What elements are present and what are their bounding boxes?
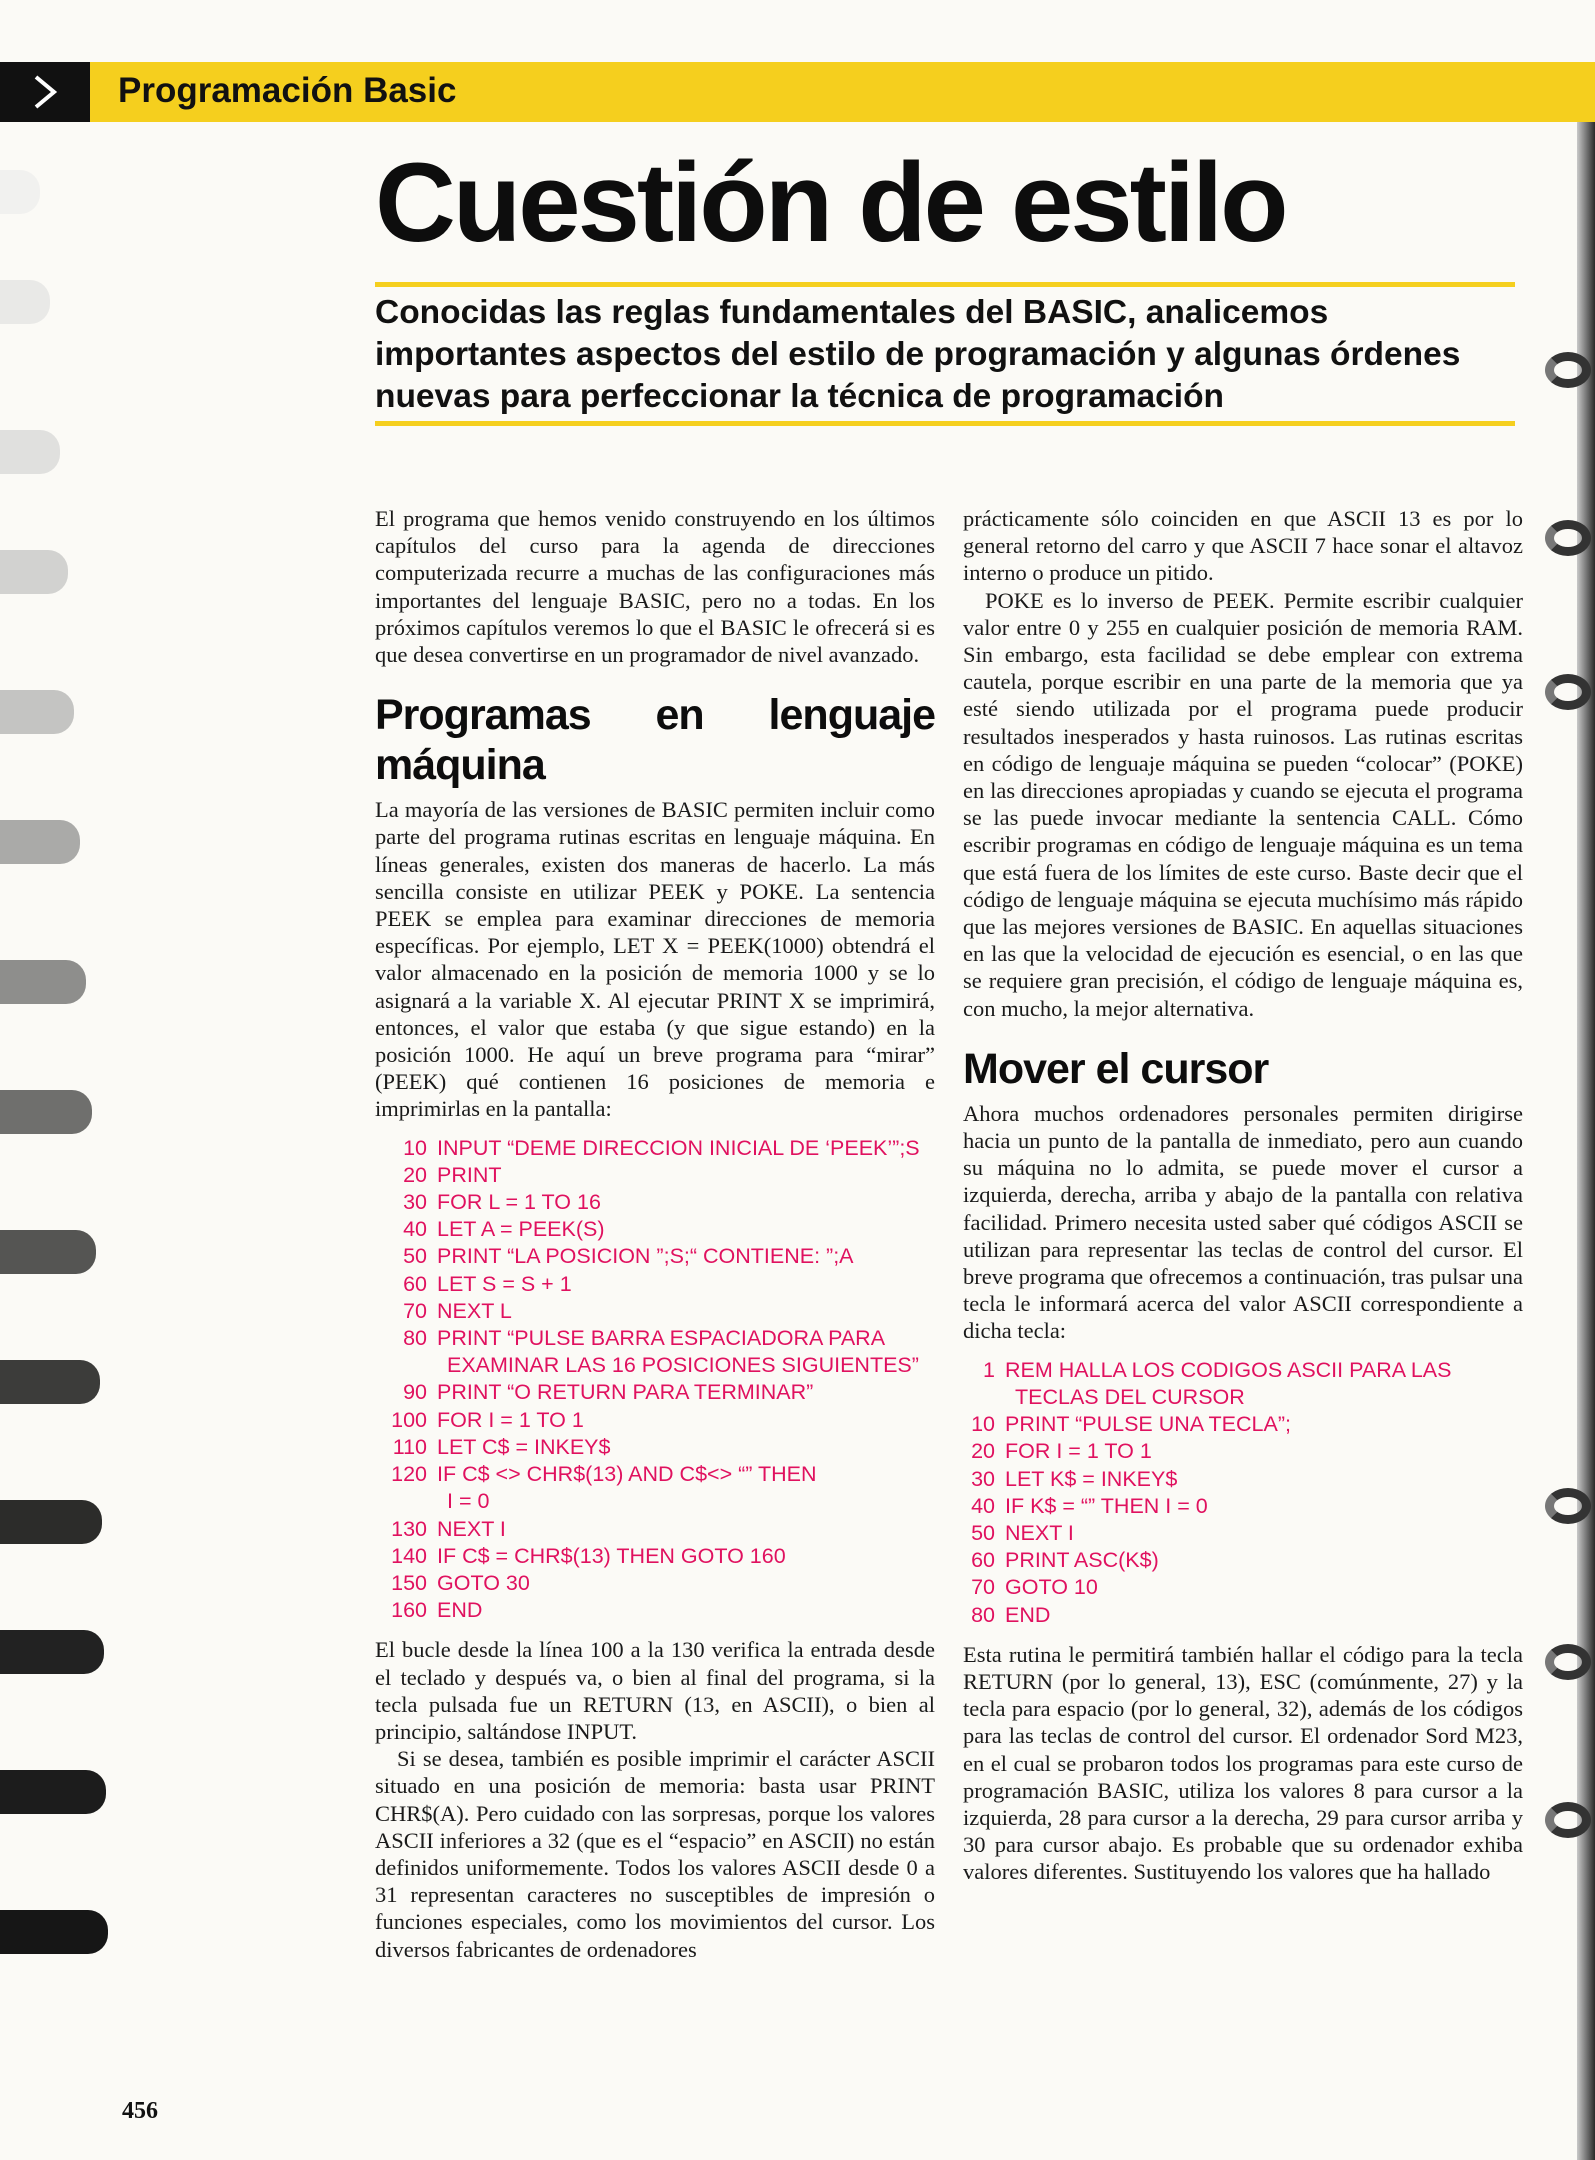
tab-divider	[0, 170, 40, 214]
code-text: IF K$ = “” THEN I = 0	[1005, 1493, 1208, 1518]
code-text: FOR I = 1 TO 1	[1005, 1439, 1152, 1464]
code-line	[963, 1438, 1523, 1465]
binder-ring	[1545, 674, 1591, 710]
section-label: Programación Basic	[118, 71, 457, 110]
code-text: NEXT L	[437, 1298, 512, 1323]
line-number: 30	[403, 1190, 427, 1215]
line-number: 100	[391, 1407, 427, 1432]
tab-divider	[0, 550, 68, 594]
line-number: 150	[391, 1570, 427, 1595]
line-number: 70	[971, 1575, 995, 1600]
code-line	[375, 1407, 935, 1434]
code-text: PRINT ASC(K$)	[1005, 1548, 1159, 1573]
code-text: PRINT	[437, 1162, 502, 1187]
code-line	[375, 1379, 935, 1406]
code-text: REM HALLA LOS CODIGOS ASCII PARA LAS	[1005, 1357, 1452, 1382]
code-line	[963, 1520, 1523, 1547]
line-number: 20	[403, 1162, 427, 1187]
line-number: 160	[391, 1598, 427, 1623]
code-text: NEXT I	[1005, 1520, 1074, 1545]
lede	[375, 292, 1525, 418]
lede-part2: , analicemos importantes aspectos del estilo de programación y algunas órdenes nuevas para perfeccionar la técnica de programación	[375, 294, 1461, 415]
line-number: 10	[971, 1412, 995, 1437]
code-text: END	[437, 1598, 483, 1623]
line-number: 40	[403, 1217, 427, 1242]
line-number: 10	[403, 1135, 427, 1160]
body-paragraph: La mayoría de las versiones de BASIC permiten incluir como parte del programa rutinas escritas en lenguaje máquina. En líneas generales, existen dos maneras de hacerlo. La más sencilla consiste en utilizar PEEK y POKE. La sentencia PEEK se emplea para examinar direcciones de memoria específicas. Por ejemplo, LET X = PEEK(1000) obtendrá el valor almacenado en la posición de memoria 1000 y se lo asignará a la variable X. Al ejecutar PRINT X se imprimirá, entonces, el valor que estaba (y que sigue estando) en la posición 1000. He aquí un breve programa para “mirar” (PEEK) qué contienen 16 posiciones de memoria e imprimirlas en la pantalla:	[375, 797, 935, 1122]
body-paragraph: Esta rutina le permitirá también hallar el código para la tecla RETURN (por lo general, 13), ESC (comúnmente, 27) y la tecla para espacio (por lo general, 32), además de los códigos para las teclas de control del cursor. El ordenador Sord M23, en el cual se probaron todos los programas para este curso de programación BASIC, utiliza los valores 8 para cursor a la izquierda, 28 para cursor a la derecha, 29 para cursor arriba y 30 para cursor abajo. Es probable que su ordenador exhiba valores diferentes. Sustituyendo los valores que ha hallado	[963, 1641, 1523, 1885]
binder-ring	[1545, 1644, 1591, 1680]
code-continuation: I = 0	[447, 1489, 490, 1514]
code-line	[375, 1597, 935, 1624]
code-text: PRINT “O RETURN PARA TERMINAR”	[437, 1380, 814, 1405]
binder-ring	[1545, 520, 1591, 556]
body-paragraph: Si se desea, también es posible imprimir el carácter ASCII situado en una posición de memoria: basta usar PRINT CHR$(A). Pero cuidado con las sorpresas, porque los valores ASCII inferiores a 32 (que es el “espacio” en ASCII) no están definidos uniformemente. Todos los valores ASCII desde 0 a 31 representan caracteres no susceptibles de impresión o funciones especiales, como los movimientos del cursor. Los diversos fabricantes de ordenadores	[375, 1746, 935, 1962]
code-text: FOR L = 1 TO 16	[437, 1190, 601, 1215]
line-number: 110	[392, 1434, 427, 1459]
tab-divider	[0, 1090, 92, 1134]
tab-divider	[0, 1500, 102, 1544]
code-line	[963, 1411, 1523, 1438]
line-number: 50	[403, 1244, 427, 1269]
code-line	[375, 1434, 935, 1461]
line-number: 80	[403, 1326, 427, 1351]
code-text: INPUT “DEME DIRECCION INICIAL DE ‘PEEK’”;S	[437, 1135, 920, 1160]
heading-machine-language: Programas en lenguaje máquina	[375, 691, 935, 790]
left-column	[375, 505, 935, 1963]
line-number: 30	[971, 1466, 995, 1491]
code-text: LET S = S + 1	[437, 1271, 572, 1296]
code-line	[375, 1135, 935, 1162]
code-text: PRINT “PULSE UNA TECLA”;	[1005, 1412, 1291, 1437]
binder-ring	[1545, 1488, 1591, 1524]
body-paragraph: El bucle desde la línea 100 a la 130 verifica la entrada desde el teclado y después va, o bien al final del programa, si la tecla pulsada fue un RETURN (13, en ASCII), o bien al principio, saltándose INPUT.	[375, 1637, 935, 1744]
code-text: PRINT “LA POSICION ”;S;“ CONTIENE: ”;A	[437, 1244, 854, 1269]
lede-part1: Conocidas las reglas fundamentales del	[375, 294, 1023, 331]
code-text: GOTO 10	[1005, 1575, 1098, 1600]
binder-edge	[1577, 122, 1595, 2160]
binder-ring	[1545, 352, 1591, 388]
code-text: LET K$ = INKEY$	[1005, 1466, 1178, 1491]
tab-divider	[0, 820, 80, 864]
code-line	[963, 1547, 1523, 1574]
page-title: Cuestión de estilo	[375, 140, 1286, 265]
code-line	[375, 1570, 935, 1597]
line-number: 80	[971, 1602, 995, 1627]
body-paragraph: POKE es lo inverso de PEEK. Permite escribir cualquier valor entre 0 y 255 en cualquier posición de memoria RAM. Sin embargo, esta facilidad se debe emplear con extrema cautela, porque escribir en una parte de la memoria que ya esté siendo utilizada por el programa puede producir resultados inesperados y hasta ruinosos. Las rutinas escritas en código de lenguaje máquina se pueden “colocar” (POKE) en las direcciones apropiadas y cuando se ejecuta el programa se las puede invocar mediante la sentencia CALL. Cómo escribir programas en código de lenguaje máquina es un tema que está fuera de los límites de este curso. Baste decir que el código de lenguaje máquina se ejecuta muchísimo más rápido que las mejores versiones de BASIC. En aquellas situaciones en las que la velocidad de ejecución es esencial, o en las que se requiere gran precisión, el código de lenguaje máquina es, con mucho, la mejor alternativa.	[963, 587, 1523, 1021]
code-text: GOTO 30	[437, 1570, 530, 1595]
code-line	[375, 1298, 935, 1325]
code-text: IF C$ <> CHR$(13) AND C$<> “” THEN	[437, 1462, 817, 1487]
line-number: 140	[391, 1543, 427, 1568]
line-number: 20	[971, 1439, 995, 1464]
tab-divider	[0, 1230, 96, 1274]
code-line	[963, 1574, 1523, 1601]
line-number: 60	[971, 1548, 995, 1573]
tab-divider	[0, 960, 86, 1004]
code-text: LET A = PEEK(S)	[437, 1217, 605, 1242]
code-continuation: EXAMINAR LAS 16 POSICIONES SIGUIENTES”	[447, 1353, 919, 1378]
code-text: IF C$ = CHR$(13) THEN GOTO 160	[437, 1543, 786, 1568]
body-paragraph: Ahora muchos ordenadores personales permiten dirigirse hacia un punto de la pantalla de inmediato, pero aun cuando su máquina no lo admita, se puede mover el cursor a izquierda, derecha, arriba y abajo de la pantalla con relativa facilidad. Primero necesita usted saber qué códigos ASCII se utilizan para representar las teclas de control del cursor. El breve programa que ofrecemos a continuación, tras pulsar una tecla le informará acerca del valor ASCII correspondiente a dicha tecla:	[963, 1100, 1523, 1344]
tab-divider	[0, 280, 50, 324]
line-number: 40	[971, 1493, 995, 1518]
line-number: 1	[983, 1357, 995, 1382]
code-listing-ascii	[963, 1357, 1523, 1629]
line-number: 130	[391, 1516, 427, 1541]
code-line	[375, 1543, 935, 1570]
code-line	[963, 1466, 1523, 1493]
binder-ring	[1545, 1802, 1591, 1838]
code-line	[963, 1357, 1523, 1384]
code-text: PRINT “PULSE BARRA ESPACIADORA PARA	[437, 1326, 886, 1351]
line-number: 50	[971, 1520, 995, 1545]
tab-divider	[0, 1910, 108, 1954]
chevron-right-icon	[28, 74, 62, 110]
code-line	[375, 1243, 935, 1270]
tab-divider	[0, 1770, 106, 1814]
code-line	[375, 1216, 935, 1243]
line-number: 90	[403, 1380, 427, 1405]
tab-divider	[0, 430, 60, 474]
bottom-rule	[375, 421, 1515, 426]
code-text: END	[1005, 1602, 1051, 1627]
tab-dividers	[0, 130, 110, 2110]
top-rule	[375, 282, 1515, 287]
page-number: 456	[122, 2098, 158, 2124]
tab-divider	[0, 690, 74, 734]
code-line	[375, 1516, 935, 1543]
line-number: 70	[403, 1298, 427, 1323]
code-line	[375, 1189, 935, 1216]
code-line	[375, 1162, 935, 1189]
code-line	[375, 1271, 935, 1298]
lede-basic: BASIC	[1022, 294, 1128, 331]
code-line	[963, 1493, 1523, 1520]
code-text: FOR I = 1 TO 1	[437, 1407, 584, 1432]
line-number: 60	[403, 1271, 427, 1296]
code-listing-peek	[375, 1135, 935, 1625]
chevron-box	[0, 62, 90, 122]
code-text: LET C$ = INKEY$	[437, 1434, 611, 1459]
code-continuation: TECLAS DEL CURSOR	[1015, 1384, 1245, 1409]
right-column	[963, 505, 1523, 1886]
intro-paragraph: El programa que hemos venido construyendo en los últimos capítulos del curso para la agenda de direcciones computerizada recurre a muchas de las configuraciones más importantes del lenguaje BASIC, pero no a todas. En los próximos capítulos veremos lo que el BASIC le ofrecerá si es que desea convertirse en un programador de nivel avanzado.	[375, 506, 935, 668]
tab-divider	[0, 1630, 104, 1674]
body-paragraph: prácticamente sólo coinciden en que ASCII 13 es por lo general retorno del carro y que ASCII 7 hace sonar el altavoz interno o produce un pitido.	[963, 506, 1523, 586]
code-text: NEXT I	[437, 1516, 506, 1541]
line-number: 120	[391, 1462, 427, 1487]
heading-move-cursor: Mover el cursor	[963, 1044, 1269, 1093]
code-line	[375, 1325, 935, 1352]
tab-divider	[0, 1360, 100, 1404]
code-line	[963, 1602, 1523, 1629]
code-line	[375, 1461, 935, 1488]
